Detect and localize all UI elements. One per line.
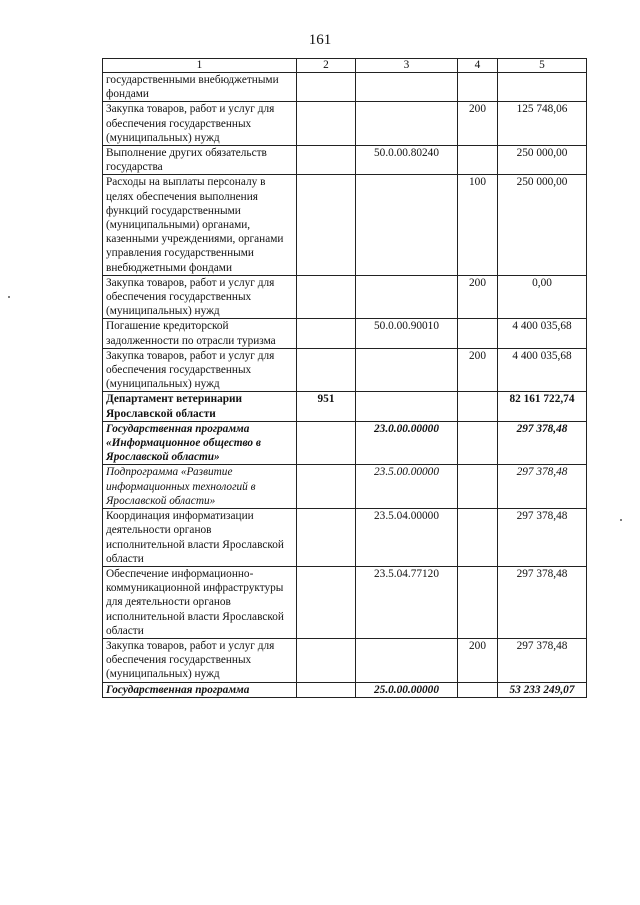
row-target-cell: 23.0.00.00000 — [356, 421, 458, 465]
row-code-cell — [297, 638, 356, 682]
row-target-cell: 25.0.00.00000 — [356, 682, 458, 697]
table-row — [103, 421, 587, 465]
row-amount-cell: 297 378,48 — [498, 566, 587, 638]
row-name-cell: Закупка товаров, работ и услуг для обеспечения государственных (муниципальных) нужд — [103, 638, 297, 682]
budget-table — [102, 58, 587, 698]
row-target-cell: 23.5.04.77120 — [356, 566, 458, 638]
row-name-cell: Закупка товаров, работ и услуг для обеспечения государственных (муниципальных) нужд — [103, 275, 297, 319]
row-target-cell — [356, 392, 458, 421]
table-row — [103, 465, 587, 509]
row-code-cell: 951 — [297, 392, 356, 421]
row-type-cell — [458, 392, 498, 421]
header-col-2: 2 — [297, 59, 356, 73]
row-name-cell: Департамент ветеринарии Ярославской области — [103, 392, 297, 421]
row-type-cell: 200 — [458, 638, 498, 682]
table-row — [103, 73, 587, 102]
row-name-cell: Государственная программа — [103, 682, 297, 697]
row-target-cell — [356, 102, 458, 146]
row-amount-cell: 125 748,06 — [498, 102, 587, 146]
header-col-4: 4 — [458, 59, 498, 73]
table-row — [103, 146, 587, 175]
table-row — [103, 348, 587, 392]
row-type-cell: 100 — [458, 175, 498, 275]
row-amount-cell: 0,00 — [498, 275, 587, 319]
table-row — [103, 638, 587, 682]
header-col-3: 3 — [356, 59, 458, 73]
row-target-cell: 50.0.00.90010 — [356, 319, 458, 348]
row-code-cell — [297, 421, 356, 465]
row-code-cell — [297, 682, 356, 697]
page-number: 161 — [308, 32, 332, 48]
row-target-cell: 50.0.00.80240 — [356, 146, 458, 175]
margin-dot — [620, 519, 622, 521]
row-amount-cell — [498, 73, 587, 102]
row-name-cell: Выполнение других обязательств государства — [103, 146, 297, 175]
row-name-cell: Закупка товаров, работ и услуг для обеспечения государственных (муниципальных) нужд — [103, 102, 297, 146]
row-amount-cell: 82 161 722,74 — [498, 392, 587, 421]
table-row — [103, 682, 587, 697]
row-name-cell: Расходы на выплаты персоналу в целях обеспечения выполнения функций государственными (муниципальными) органами, казенными учреждениями, органами управления государственными внебюджетными фондами — [103, 175, 297, 275]
row-type-cell: 200 — [458, 348, 498, 392]
header-col-5: 5 — [498, 59, 587, 73]
row-type-cell — [458, 566, 498, 638]
row-name-cell: государственными внебюджетными фондами — [103, 73, 297, 102]
row-amount-cell: 250 000,00 — [498, 146, 587, 175]
row-code-cell — [297, 175, 356, 275]
table-row — [103, 275, 587, 319]
table-row — [103, 509, 587, 567]
row-name-cell: Подпрограмма «Развитие информационных технологий в Ярославской области» — [103, 465, 297, 509]
table-row — [103, 566, 587, 638]
table-body — [103, 73, 587, 698]
row-target-cell — [356, 638, 458, 682]
row-amount-cell: 250 000,00 — [498, 175, 587, 275]
row-amount-cell: 297 378,48 — [498, 465, 587, 509]
row-code-cell — [297, 566, 356, 638]
row-type-cell — [458, 509, 498, 567]
row-type-cell — [458, 319, 498, 348]
row-code-cell — [297, 73, 356, 102]
row-type-cell — [458, 421, 498, 465]
row-amount-cell: 4 400 035,68 — [498, 319, 587, 348]
row-name-cell: Государственная программа «Информационное общество в Ярославской области» — [103, 421, 297, 465]
row-target-cell — [356, 348, 458, 392]
row-type-cell — [458, 682, 498, 697]
row-code-cell — [297, 509, 356, 567]
table-row — [103, 102, 587, 146]
row-target-cell — [356, 175, 458, 275]
row-target-cell: 23.5.00.00000 — [356, 465, 458, 509]
row-name-cell: Обеспечение информационно-коммуникационной инфраструктуры для деятельности органов исполнительной власти Ярославской области — [103, 566, 297, 638]
row-code-cell — [297, 146, 356, 175]
row-type-cell: 200 — [458, 102, 498, 146]
margin-dot — [8, 296, 10, 298]
row-type-cell — [458, 73, 498, 102]
row-target-cell: 23.5.04.00000 — [356, 509, 458, 567]
row-code-cell — [297, 275, 356, 319]
row-code-cell — [297, 348, 356, 392]
row-amount-cell: 297 378,48 — [498, 638, 587, 682]
table-row — [103, 319, 587, 348]
table-row — [103, 175, 587, 275]
row-code-cell — [297, 319, 356, 348]
row-type-cell — [458, 465, 498, 509]
row-code-cell — [297, 465, 356, 509]
row-amount-cell: 53 233 249,07 — [498, 682, 587, 697]
table-row — [103, 392, 587, 421]
row-amount-cell: 297 378,48 — [498, 421, 587, 465]
row-type-cell: 200 — [458, 275, 498, 319]
row-amount-cell: 297 378,48 — [498, 509, 587, 567]
row-name-cell: Координация информатизации деятельности органов исполнительной власти Ярославской области — [103, 509, 297, 567]
row-target-cell — [356, 73, 458, 102]
row-name-cell: Закупка товаров, работ и услуг для обеспечения государственных (муниципальных) нужд — [103, 348, 297, 392]
row-target-cell — [356, 275, 458, 319]
row-amount-cell: 4 400 035,68 — [498, 348, 587, 392]
row-name-cell: Погашение кредиторской задолженности по отрасли туризма — [103, 319, 297, 348]
header-row — [103, 59, 587, 73]
row-type-cell — [458, 146, 498, 175]
header-col-1: 1 — [103, 59, 297, 73]
row-code-cell — [297, 102, 356, 146]
